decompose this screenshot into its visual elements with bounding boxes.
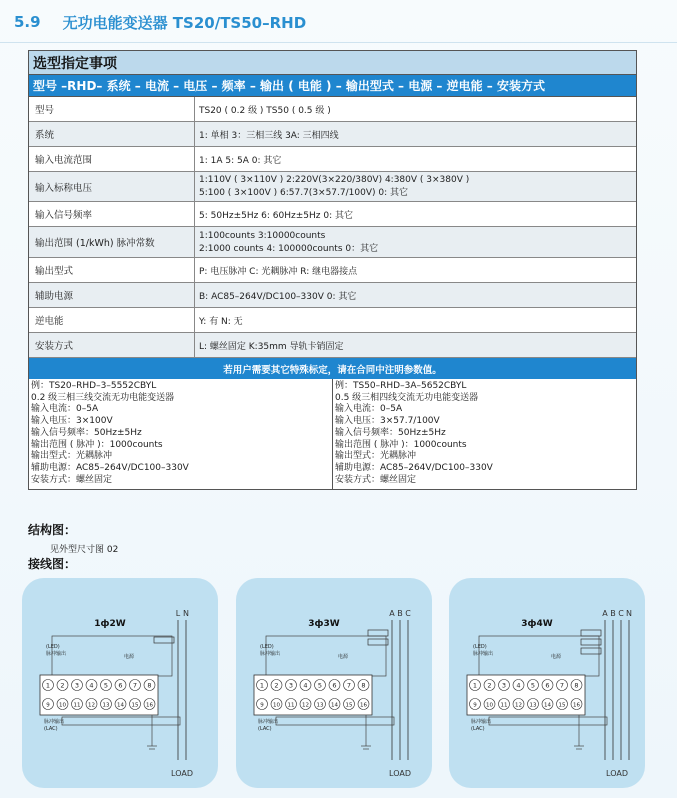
led-top-label: (LED) [260,644,274,650]
terminal-number: 15 [558,702,566,709]
spec-row [29,122,636,147]
example-line: 输入电压：3×57.7/100V [335,416,440,427]
terminal-number: 3 [501,681,507,690]
led-bottom-label: (LAC) [471,726,485,732]
terminal-block [467,675,585,715]
example-line: 输入电流：0–5A [31,404,99,415]
phase-label: C [405,609,411,618]
led-bottom-label: (LAC) [44,726,58,732]
example-line: 安装方式：螺丝固定 [335,474,417,485]
terminal-number: 6 [118,681,123,690]
terminal-number: 8 [147,681,152,690]
terminal-number: 16 [573,702,580,709]
terminal-number: 9 [473,702,477,709]
page-header [0,0,677,44]
terminal-number: 1 [45,681,51,690]
pulse-in-label: 脉冲输出 [44,719,65,725]
spec-row-value [195,122,636,146]
example-line: 输出型式：光耦脉冲 [335,451,417,462]
load-label: LOAD [389,769,411,778]
terminal-number: 12 [88,702,95,709]
phase-label: C [618,609,624,618]
spec-table [28,50,637,490]
terminal-number: 11 [287,702,295,709]
led-top-label: (LED) [46,644,60,650]
terminal-number: 15 [131,702,139,709]
example-line: 输入电压：3×100V [31,416,113,427]
wire-loop [62,717,180,725]
wire-loop [276,717,394,725]
terminal-number: 5 [317,681,323,690]
terminal-number: 4 [516,681,521,690]
terminal-number: 8 [574,681,579,690]
wiring-panel-3p4w [449,578,645,788]
example-line: 输入信号频率：50Hz±5Hz [335,427,446,438]
spec-value-line: L: 螺丝固定 K:35mm 导轨卡销固定 [199,341,344,352]
header-divider [0,42,677,43]
diagram-title: 3ф4W [521,619,553,629]
example-left [29,379,332,489]
coil [581,639,601,645]
spec-value-line: 1: 1A 5: 5A 0: 其它 [199,155,282,166]
phase-label: B [610,609,616,618]
led-bottom-label: (LAC) [258,726,272,732]
phase-label: N [626,609,632,618]
pulse-out-label: 脉冲输出 [473,651,494,657]
example-line: 输出范围 ( 脉冲 )：1000counts [335,439,467,450]
phase-label: A [602,609,608,618]
terminal-number: 8 [361,681,366,690]
terminal-number: 2 [60,681,65,690]
phase-label: N [183,609,189,618]
section-title: 无功电能变送器 TS20/TS50–RHD [62,13,307,32]
spec-value-line: 1: 单相 3：三相三线 3A: 三相四线 [199,130,339,141]
power-label: 电源 [551,654,562,660]
spec-row-label: 辅助电源 [29,283,195,307]
spec-row [29,227,636,258]
spec-value-line: Y: 有 N: 无 [199,316,243,327]
terminal-number: 4 [303,681,308,690]
terminal-number: 7 [559,681,565,690]
terminal-block [40,675,158,715]
spec-value-line: 2:1000 counts 4: 100000counts 0：其它 [199,243,379,254]
terminal-number: 7 [132,681,138,690]
terminal-number: 13 [316,702,324,709]
spec-row-label: 输出型式 [29,258,195,282]
example-line: 例：TS20–RHD–3–5552CBYL [31,381,157,391]
terminal-number: 15 [345,702,353,709]
wiring-panel-3p3w [236,578,432,788]
spec-row-value [195,172,636,201]
spec-row [29,283,636,308]
spec-row-value [195,333,636,357]
terminal-number: 13 [102,702,110,709]
spec-value-line: 5:100 ( 3×100V ) 6:57.7(3×57.7/100V) 0: 其它 [199,188,408,198]
terminal-number: 12 [302,702,309,709]
spec-row [29,97,636,122]
terminal-number: 1 [259,681,265,690]
terminal-number: 3 [288,681,294,690]
example-line: 安装方式：螺丝固定 [31,474,113,485]
wire-loop [489,717,607,725]
spec-row-label: 型号 [29,97,195,121]
example-line: 辅助电源：AC85–264V/DC100–330V [335,462,493,473]
wiring-panel-1p2w [22,578,218,788]
phase-label: L [175,609,181,618]
spec-value-line: B: AC85–264V/DC100–330V 0: 其它 [199,291,357,302]
terminal-number: 2 [487,681,492,690]
diagram-title: 1ф2W [94,619,126,629]
terminal-block [254,675,372,715]
example-line: 0.5 级三相四线交流无功电能变送器 [335,392,479,403]
spec-row-label: 安装方式 [29,333,195,357]
terminal-number: 5 [530,681,536,690]
spec-row-label: 逆电能 [29,308,195,332]
load-label: LOAD [606,769,628,778]
terminal-number: 9 [46,702,50,709]
spec-row-label: 输出范围 (1/kWh) 脉冲常数 [29,227,195,257]
spec-row [29,172,636,202]
spec-row [29,147,636,172]
coil [368,630,388,636]
terminal-number: 14 [117,702,124,709]
example-line: 辅助电源：AC85–264V/DC100–330V [31,462,189,473]
spec-row-value [195,202,636,226]
terminal-number: 10 [59,702,66,709]
spec-note: 若用户需要其它特殊标定，请在合同中注明参数值。 [29,358,636,379]
terminal-number: 6 [332,681,337,690]
power-label: 电源 [124,654,135,660]
pulse-out-label: 脉冲输出 [260,651,281,657]
example-line: 输出型式：光耦脉冲 [31,451,113,462]
load-label: LOAD [171,769,193,778]
spec-heading: 选型指定事项 [29,51,636,75]
terminal-number: 3 [74,681,80,690]
pulse-in-label: 脉冲输出 [471,719,492,725]
spec-row [29,308,636,333]
terminal-number: 5 [103,681,109,690]
example-line: 输入电流：0–5A [335,404,403,415]
spec-row-value [195,308,636,332]
spec-row-value [195,97,636,121]
coil [581,630,601,636]
terminal-number: 2 [274,681,279,690]
spec-row-value [195,227,636,257]
example-line: 输出范围 ( 脉冲 )：1000counts [31,439,163,450]
example-line: 0.2 级三相三线交流无功电能变送器 [31,392,175,403]
section-number: 5.9 [14,13,41,31]
spec-value-line: 1:100counts 3:10000counts [199,230,326,241]
example-line: 例：TS50–RHD–3A–5652CBYL [335,381,467,391]
terminal-number: 10 [486,702,493,709]
phase-label: A [389,609,395,618]
terminal-number: 9 [260,702,264,709]
terminal-number: 7 [346,681,352,690]
power-label: 电源 [338,654,349,660]
terminal-number: 13 [529,702,537,709]
spec-row [29,333,636,358]
example-line: 输入信号频率：50Hz±5Hz [31,427,142,438]
coil [581,648,601,654]
pulse-out-label: 脉冲输出 [46,651,67,657]
spec-rows [29,97,636,358]
spec-row-label: 输入电流范围 [29,147,195,171]
terminal-number: 16 [146,702,153,709]
diagram-title: 3ф3W [308,619,340,629]
example-right [332,379,636,489]
spec-row-label: 输入信号频率 [29,202,195,226]
terminal-number: 10 [273,702,280,709]
spec-row-label: 输入标称电压 [29,172,195,201]
structure-title: 结构图： [28,523,77,537]
coil [154,637,174,643]
spec-value-line: 5: 50Hz±5Hz 6: 60Hz±5Hz 0: 其它 [199,210,353,221]
terminal-number: 6 [545,681,550,690]
led-top-label: (LED) [473,644,487,650]
terminal-number: 11 [73,702,81,709]
terminal-number: 16 [360,702,367,709]
examples [29,379,636,489]
terminal-number: 12 [515,702,522,709]
coil [368,639,388,645]
phase-label: B [397,609,403,618]
pulse-in-label: 脉冲输出 [258,719,279,725]
spec-row [29,202,636,227]
terminal-number: 4 [89,681,94,690]
terminal-number: 1 [472,681,478,690]
spec-code-line: 型号 –RHD– 系统 – 电流 – 电压 – 频率 – 输出 ( 电能 ) – 输出型式 – 电源 – 逆电能 – 安装方式 [29,75,636,97]
spec-row-value [195,283,636,307]
spec-value-line: 1:110V ( 3×110V ) 2:220V(3×220/380V) 4:380V ( 3×380V ) [199,175,470,185]
spec-row-value [195,147,636,171]
terminal-number: 14 [331,702,338,709]
spec-value-line: TS20 ( 0.2 级 ) TS50 ( 0.5 级 ) [199,105,331,116]
spec-row-label: 系统 [29,122,195,146]
spec-value-line: P: 电压脉冲 C: 光耦脉冲 R: 继电器接点 [199,266,358,277]
terminal-number: 11 [500,702,508,709]
structure-text: 见外型尺寸图 02 [50,545,119,555]
terminal-number: 14 [544,702,551,709]
wiring-title: 接线图： [28,557,77,571]
spec-row-value [195,258,636,282]
spec-row [29,258,636,283]
